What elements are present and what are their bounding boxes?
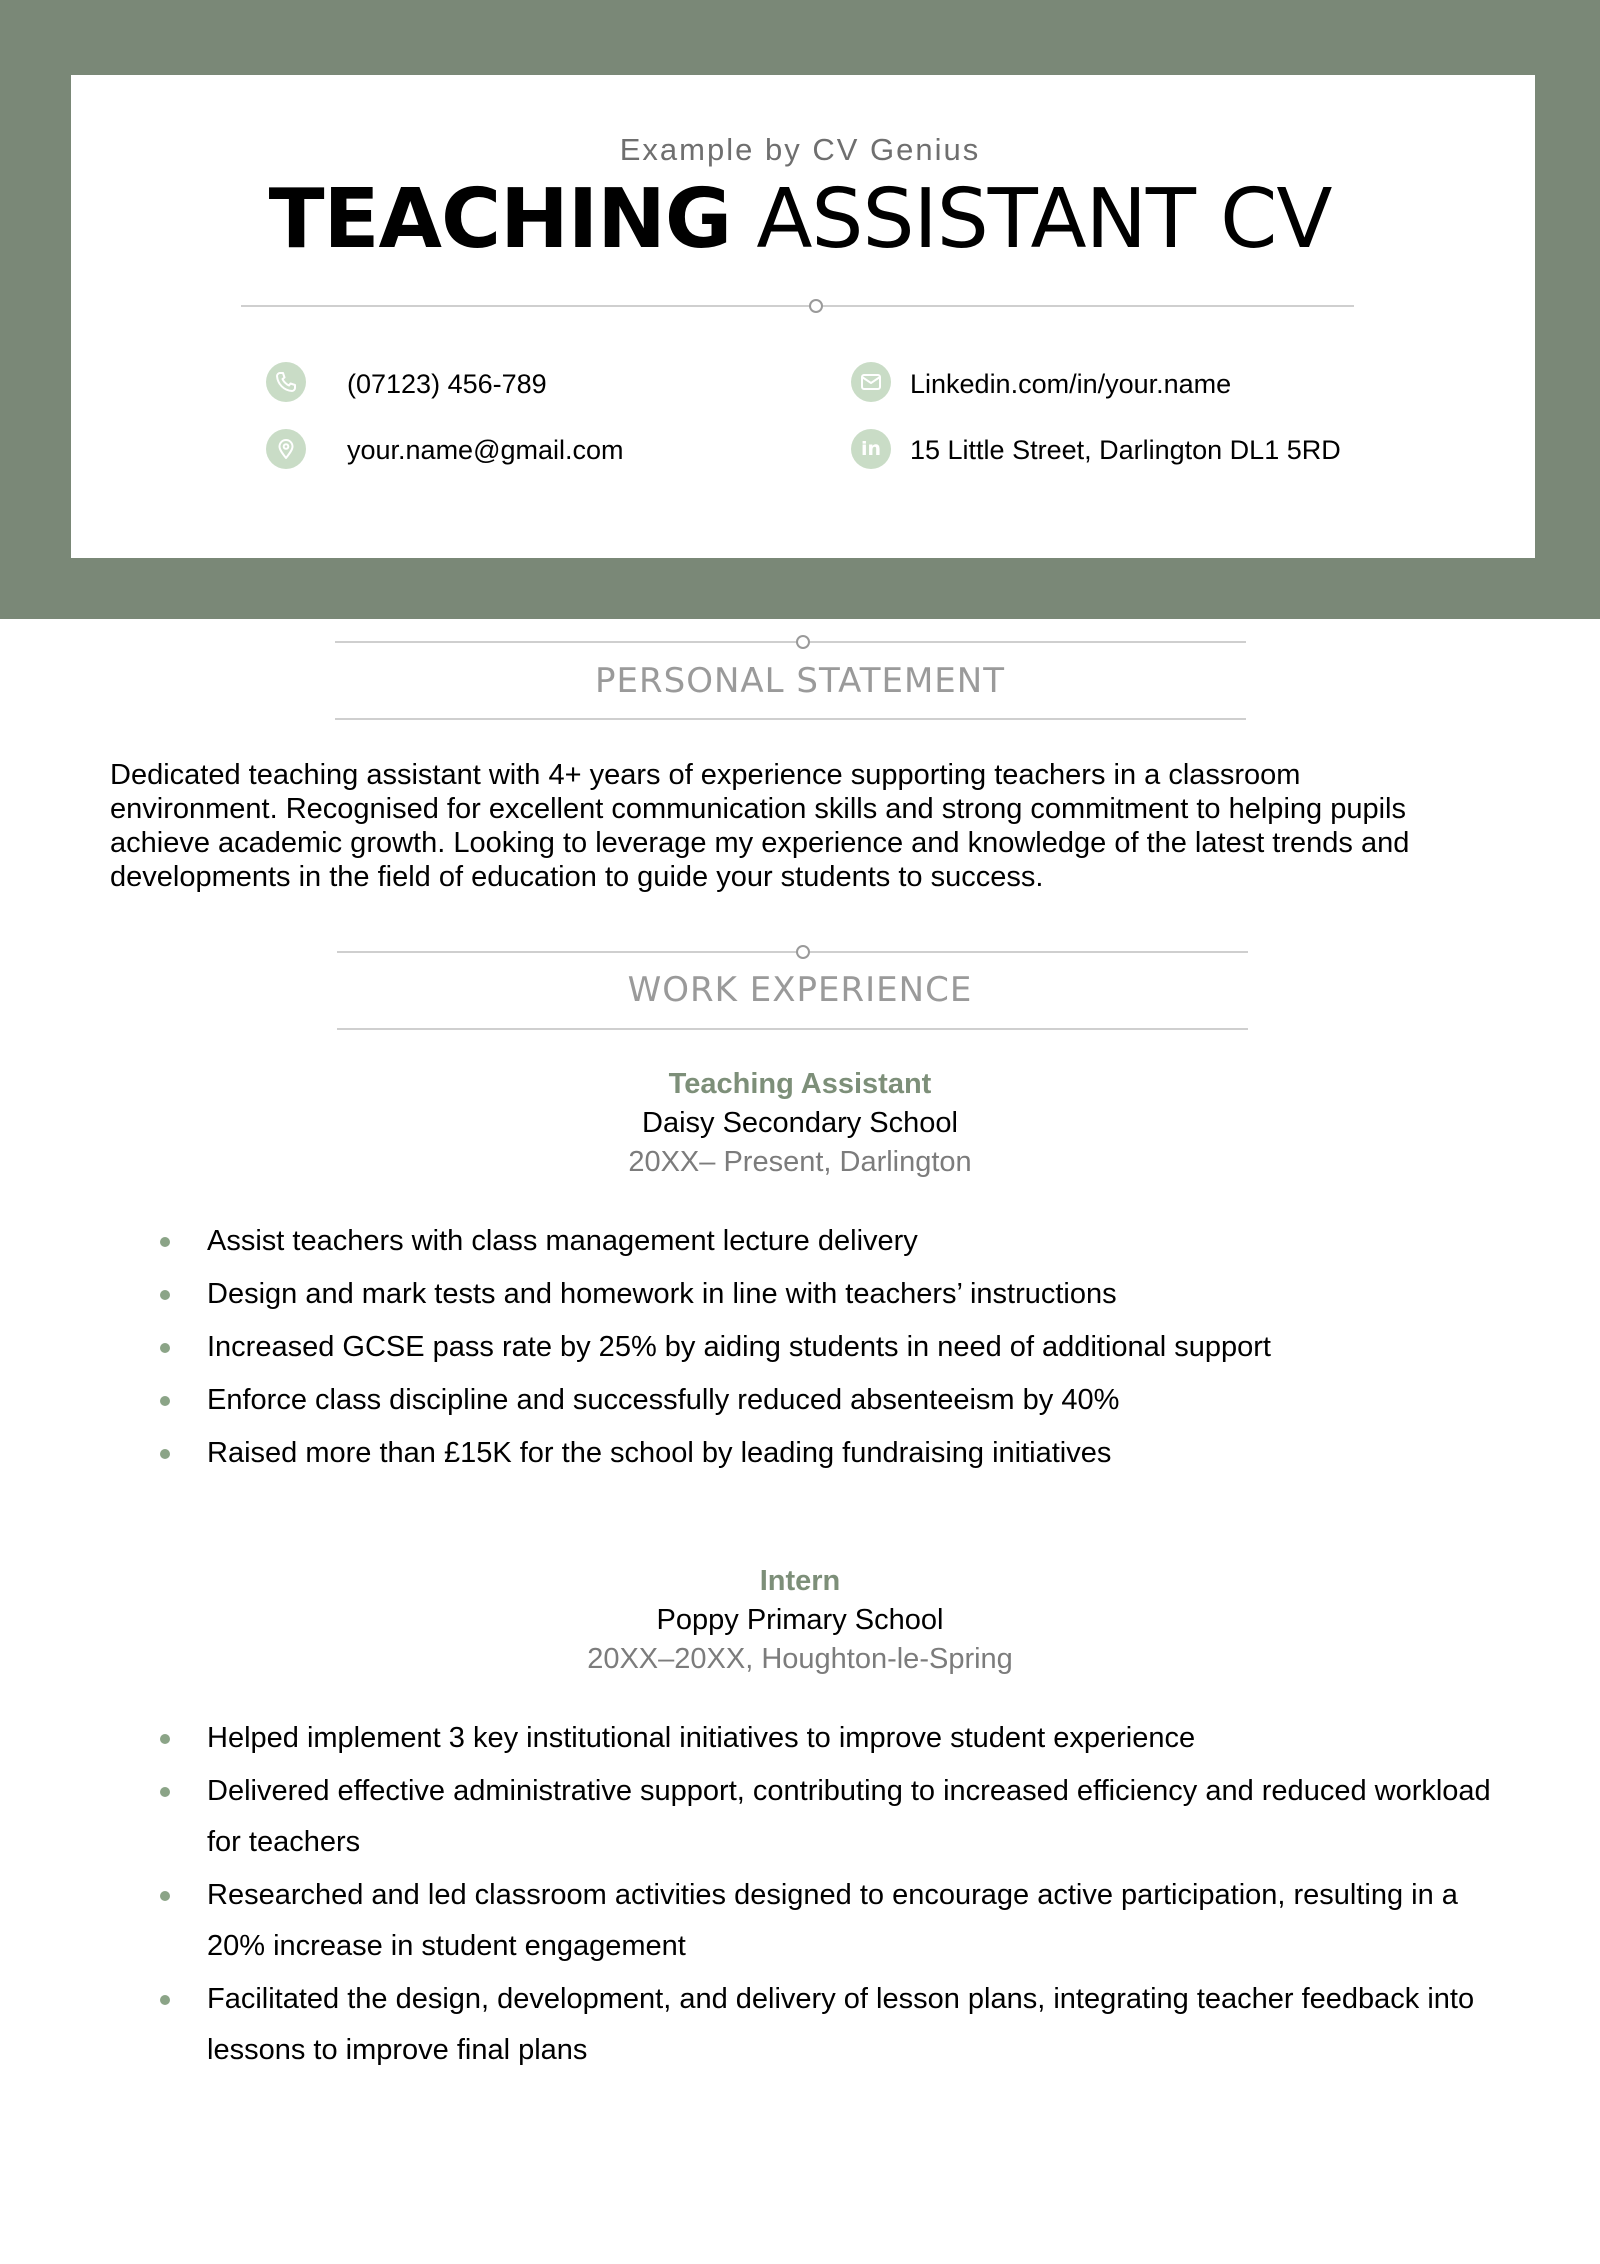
- job-bullets: [160, 1713, 1510, 2076]
- divider-ornament: [809, 299, 823, 313]
- bullet-item: Helped implement 3 key institutional initiatives to improve student experience: [160, 1713, 1510, 1764]
- page-title: [0, 168, 1600, 272]
- statement-line: environment. Recognised for excellent communication skills and strong commitment to helping pupils: [110, 793, 1406, 825]
- section-divider-top: [337, 951, 1248, 953]
- header-divider: [241, 305, 1354, 307]
- bullet-item: Increased GCSE pass rate by 25% by aiding students in need of additional support: [160, 1322, 1510, 1373]
- byline: Example by CV Genius: [619, 132, 981, 167]
- title-light: ASSISTANT CV: [756, 172, 1332, 267]
- section-divider-bottom: [337, 1028, 1248, 1030]
- job-title: Intern: [759, 1565, 841, 1597]
- statement-line: developments in the field of education to guide your students to success.: [110, 861, 1044, 893]
- section-divider-bottom: [335, 718, 1246, 720]
- bullet-item: Raised more than £15K for the school by leading fundraising initiatives: [160, 1428, 1510, 1479]
- job-title: Teaching Assistant: [668, 1068, 932, 1100]
- section-heading-personal-statement: PERSONAL STATEMENT: [595, 661, 1005, 701]
- email-address[interactable]: your.name@gmail.com: [347, 435, 624, 465]
- linkedin-url[interactable]: Linkedin.com/in/your.name: [910, 369, 1232, 399]
- bullet-item: Facilitated the design, development, and delivery of lesson plans, integrating teacher feedback into lessons to improve final plans: [160, 1974, 1510, 2076]
- job-dates-location: 20XX– Present, Darlington: [628, 1146, 972, 1178]
- job-company: Daisy Secondary School: [642, 1107, 958, 1139]
- linkedin-icon: in: [851, 429, 891, 469]
- bullet-item: Enforce class discipline and successfully reduced absenteeism by 40%: [160, 1375, 1510, 1426]
- bullet-item: Researched and led classroom activities designed to encourage active participation, resulting in a 20% increase in student engagement: [160, 1870, 1510, 1972]
- job-company: Poppy Primary School: [656, 1604, 944, 1636]
- job-bullets: [160, 1216, 1510, 1479]
- job-dates-location: 20XX–20XX, Houghton-le-Spring: [587, 1643, 1013, 1675]
- bullet-item: Delivered effective administrative support, contributing to increased efficiency and reduced workload for teachers: [160, 1766, 1510, 1868]
- personal-statement-text: [110, 758, 1510, 894]
- section-heading-work-experience: WORK EXPERIENCE: [627, 970, 973, 1010]
- statement-line: Dedicated teaching assistant with 4+ years of experience supporting teachers in a classroom: [110, 759, 1301, 791]
- divider-ornament: [796, 945, 810, 959]
- bullet-item: Design and mark tests and homework in line with teachers’ instructions: [160, 1269, 1510, 1320]
- mail-icon: [851, 362, 891, 402]
- divider-ornament: [796, 635, 810, 649]
- bullet-item: Assist teachers with class management lecture delivery: [160, 1216, 1510, 1267]
- section-divider-top: [335, 641, 1246, 643]
- phone-icon: [266, 362, 306, 402]
- statement-line: achieve academic growth. Looking to leverage my experience and knowledge of the latest trends and: [110, 827, 1410, 859]
- postal-address: 15 Little Street, Darlington DL1 5RD: [910, 435, 1341, 465]
- location-pin-icon: [266, 429, 306, 469]
- title-bold: TEACHING: [268, 172, 732, 267]
- phone-number[interactable]: (07123) 456-789: [347, 369, 547, 399]
